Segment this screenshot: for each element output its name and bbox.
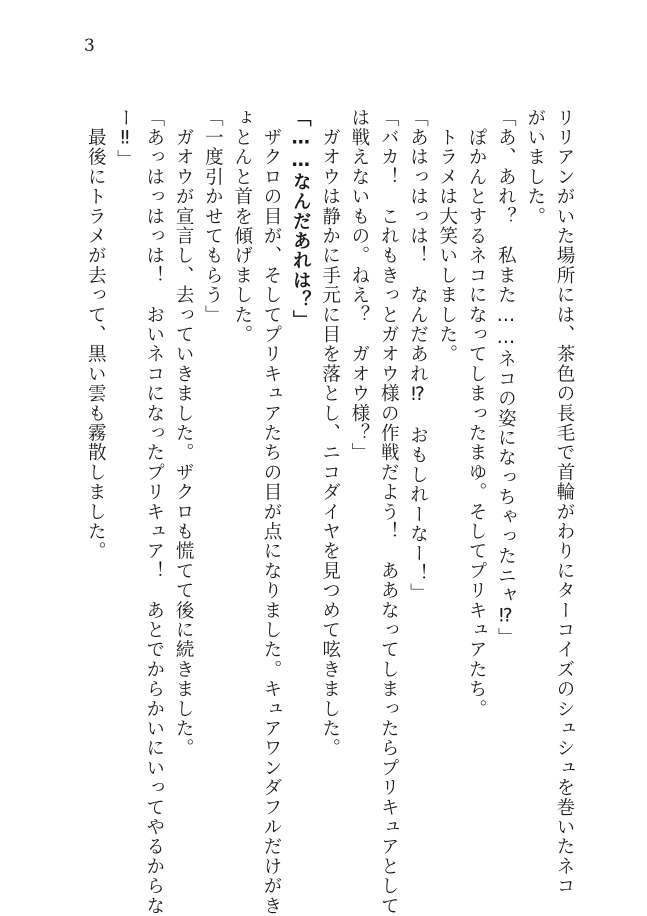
page-number: 3 [84,36,95,56]
text-line: ガオウが宣言し、去っていきました。ザクロも慌てて後に続きました。 [173,108,195,759]
text-line: は戦えないもの。ねえ？ ガオウ様？」 [348,108,370,463]
text-line: トラメは大笑いしました。 [436,108,458,365]
text-line: ょとんと首を傾げました。 [231,108,253,345]
text-line: 最後にトラメが去って、黒い雲も霧散しました。 [85,108,107,562]
text-line-emphasis: 「……なんだあれは？」 [290,108,312,330]
text-line: ザクロの目が、そしてプリキュアたちの目が点になりました。キュアワンダフルだけがき [261,108,282,916]
text-line: ー‼」 [114,108,136,170]
text-line: 「あはっはっは！ なんだあれ⁉ おもしれーなー！」 [407,108,429,603]
text-line: 「あっはっはっは！ おいネコになったプリキュア！ あとでからかいにいってやるからな [143,108,165,916]
text-line: がいました。 [524,108,546,227]
text-line: ぽかんとするネコになってしまったまゆ。そしてプリキュアたち。 [466,108,488,719]
text-line: リリアンがいた場所には、茶色の長毛で首輪がわりにターコイズのシュシュを巻いたネコ [554,108,575,896]
text-line: ガオウは静かに手元に目を落とし、ニコダイヤを見つめて呟きました。 [319,108,341,759]
text-line: 「あ、あれ？ 私また……ネコの姿になっちゃったニャ⁉」 [495,108,517,648]
text-line: 「一度引かせてもらう」 [202,108,224,325]
text-line: 「バカ！ これもきっとガオウ様の作戦だよう！ ああなってしまったらプリキュアとして [378,108,400,916]
